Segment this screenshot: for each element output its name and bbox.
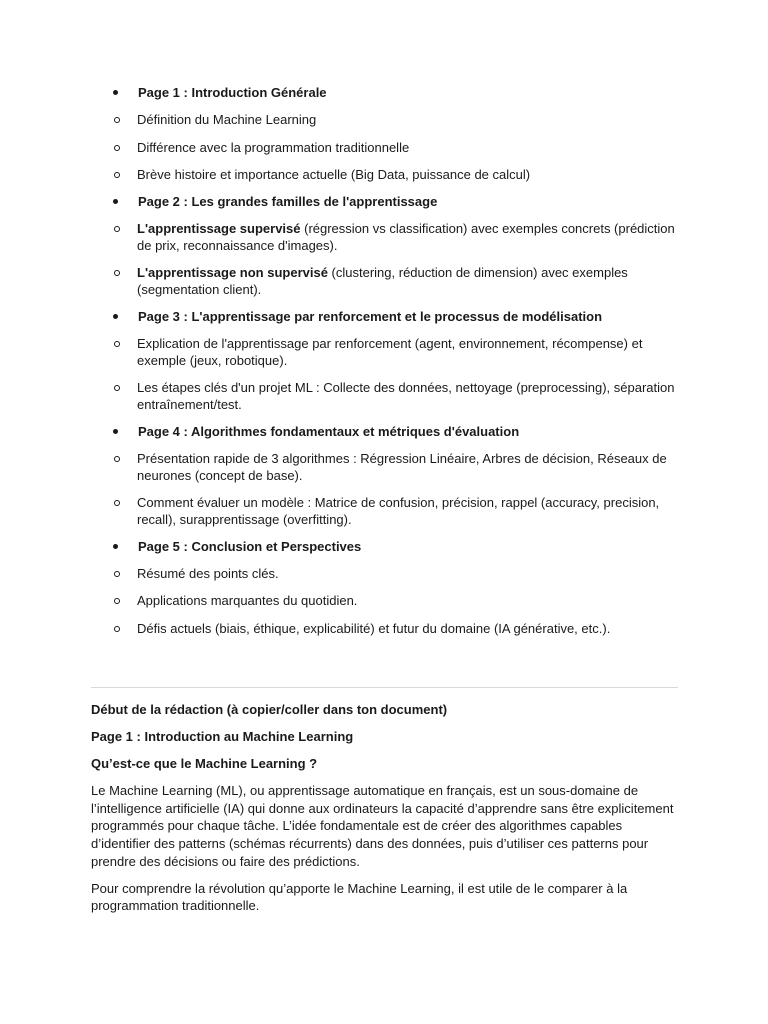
section-title: Page 1 : Introduction Générale — [138, 85, 327, 100]
outline-section-3 — [91, 307, 678, 414]
outline-section-1 — [91, 83, 678, 184]
sub-list — [91, 111, 678, 184]
circle-bullet-icon — [114, 270, 120, 276]
paragraph: Pour comprendre la révolution qu’apporte le Machine Learning, il est utile de le comparer à la programmation traditionnelle. — [91, 880, 628, 914]
list-item-bold: L'apprentissage supervisé — [137, 220, 301, 236]
section-question: Qu’est-ce que le Machine Learning ? — [91, 756, 318, 771]
section-title: Page 2 : Les grandes familles de l'apprentissage — [138, 193, 438, 209]
section-title: Page 4 : Algorithmes fondamentaux et métriques d'évaluation — [138, 423, 520, 439]
list-item-bold: L'apprentissage non supervisé — [137, 264, 328, 280]
list-item-text: Présentation rapide de 3 algorithmes : Régression Linéaire, Arbres de décision, Réseaux de neurones (concept de base). — [137, 450, 667, 483]
list-item-text: Brève histoire et importance actuelle (Big Data, puissance de calcul) — [137, 167, 531, 182]
list-item — [91, 111, 678, 129]
sub-list — [91, 565, 678, 638]
outline-section-5 — [91, 537, 678, 638]
circle-bullet-icon — [114, 117, 120, 123]
redaction-section — [91, 701, 678, 915]
list-item — [91, 379, 678, 414]
list-item — [91, 335, 678, 370]
list-item-text: Différence avec la programmation traditionnelle — [137, 139, 410, 155]
list-item-text: Défis actuels (biais, éthique, explicabilité) et futur du domaine (IA générative, etc.). — [137, 620, 611, 636]
circle-bullet-icon — [114, 626, 120, 632]
list-item-text: Les étapes clés d'un projet ML : Collecte des données, nettoyage (preprocessing), séparation entraînement/test. — [137, 379, 675, 412]
outline-section-2 — [91, 192, 678, 299]
circle-bullet-icon — [114, 456, 120, 462]
list-item-text: Explication de l'apprentissage par renforcement (agent, environnement, récompense) et exemple (jeux, robotique). — [137, 335, 643, 368]
bullet-icon — [113, 544, 118, 549]
section-title: Page 3 : L'apprentissage par renforcement et le processus de modélisation — [138, 308, 603, 324]
list-item-text: Définition du Machine Learning — [137, 112, 317, 127]
circle-bullet-icon — [114, 500, 120, 506]
list-item-text: Résumé des points clés. — [137, 565, 279, 581]
list-item-text: (clustering, réduction de dimension) avec exemples (segmentation client). — [137, 264, 628, 297]
sub-list — [91, 335, 678, 414]
redaction-heading: Début de la rédaction (à copier/coller dans ton document) — [91, 702, 448, 717]
list-item — [91, 494, 678, 529]
outline-section-4 — [91, 422, 678, 529]
outline-list — [91, 83, 678, 637]
sub-list — [91, 450, 678, 529]
list-item-text: Comment évaluer un modèle : Matrice de confusion, précision, rappel (accuracy, precision, recall), surapprentissage (overfitting). — [137, 494, 660, 527]
list-item-text: (régression vs classification) avec exemples concrets (prédiction de prix, reconnaissance d'images). — [137, 220, 675, 253]
list-item — [91, 264, 678, 299]
list-item — [91, 620, 678, 638]
list-item-text: Applications marquantes du quotidien. — [137, 593, 358, 608]
circle-bullet-icon — [114, 385, 120, 391]
circle-bullet-icon — [114, 226, 120, 232]
list-item — [91, 565, 678, 583]
bullet-icon — [113, 90, 118, 95]
list-item — [91, 166, 678, 184]
list-item — [91, 592, 678, 610]
circle-bullet-icon — [114, 172, 120, 178]
bullet-icon — [113, 199, 118, 204]
bullet-icon — [113, 314, 118, 319]
list-item — [91, 139, 678, 157]
horizontal-divider — [91, 687, 678, 688]
circle-bullet-icon — [114, 598, 120, 604]
list-item — [91, 220, 678, 255]
sub-list — [91, 220, 678, 299]
outline-section — [91, 83, 678, 637]
circle-bullet-icon — [114, 145, 120, 151]
circle-bullet-icon — [114, 341, 120, 347]
paragraph: Le Machine Learning (ML), ou apprentissage automatique en français, est un sous-domaine de l’intelligence artificielle (IA) qui donne aux ordinateurs la capacité d’apprendre sans être explicitement programmés pour chaque tâche. L’idée fondamentale est de créer des algorithmes capables d’identifier des patterns (schémas récurrents) dans des données, puis d’utiliser ces patterns pour prendre des décisions ou faire des prédictions. — [91, 783, 674, 869]
section-title: Page 5 : Conclusion et Perspectives — [138, 538, 362, 554]
list-item — [91, 450, 678, 485]
circle-bullet-icon — [114, 571, 120, 577]
bullet-icon — [113, 429, 118, 434]
page-title: Page 1 : Introduction au Machine Learning — [91, 729, 354, 744]
